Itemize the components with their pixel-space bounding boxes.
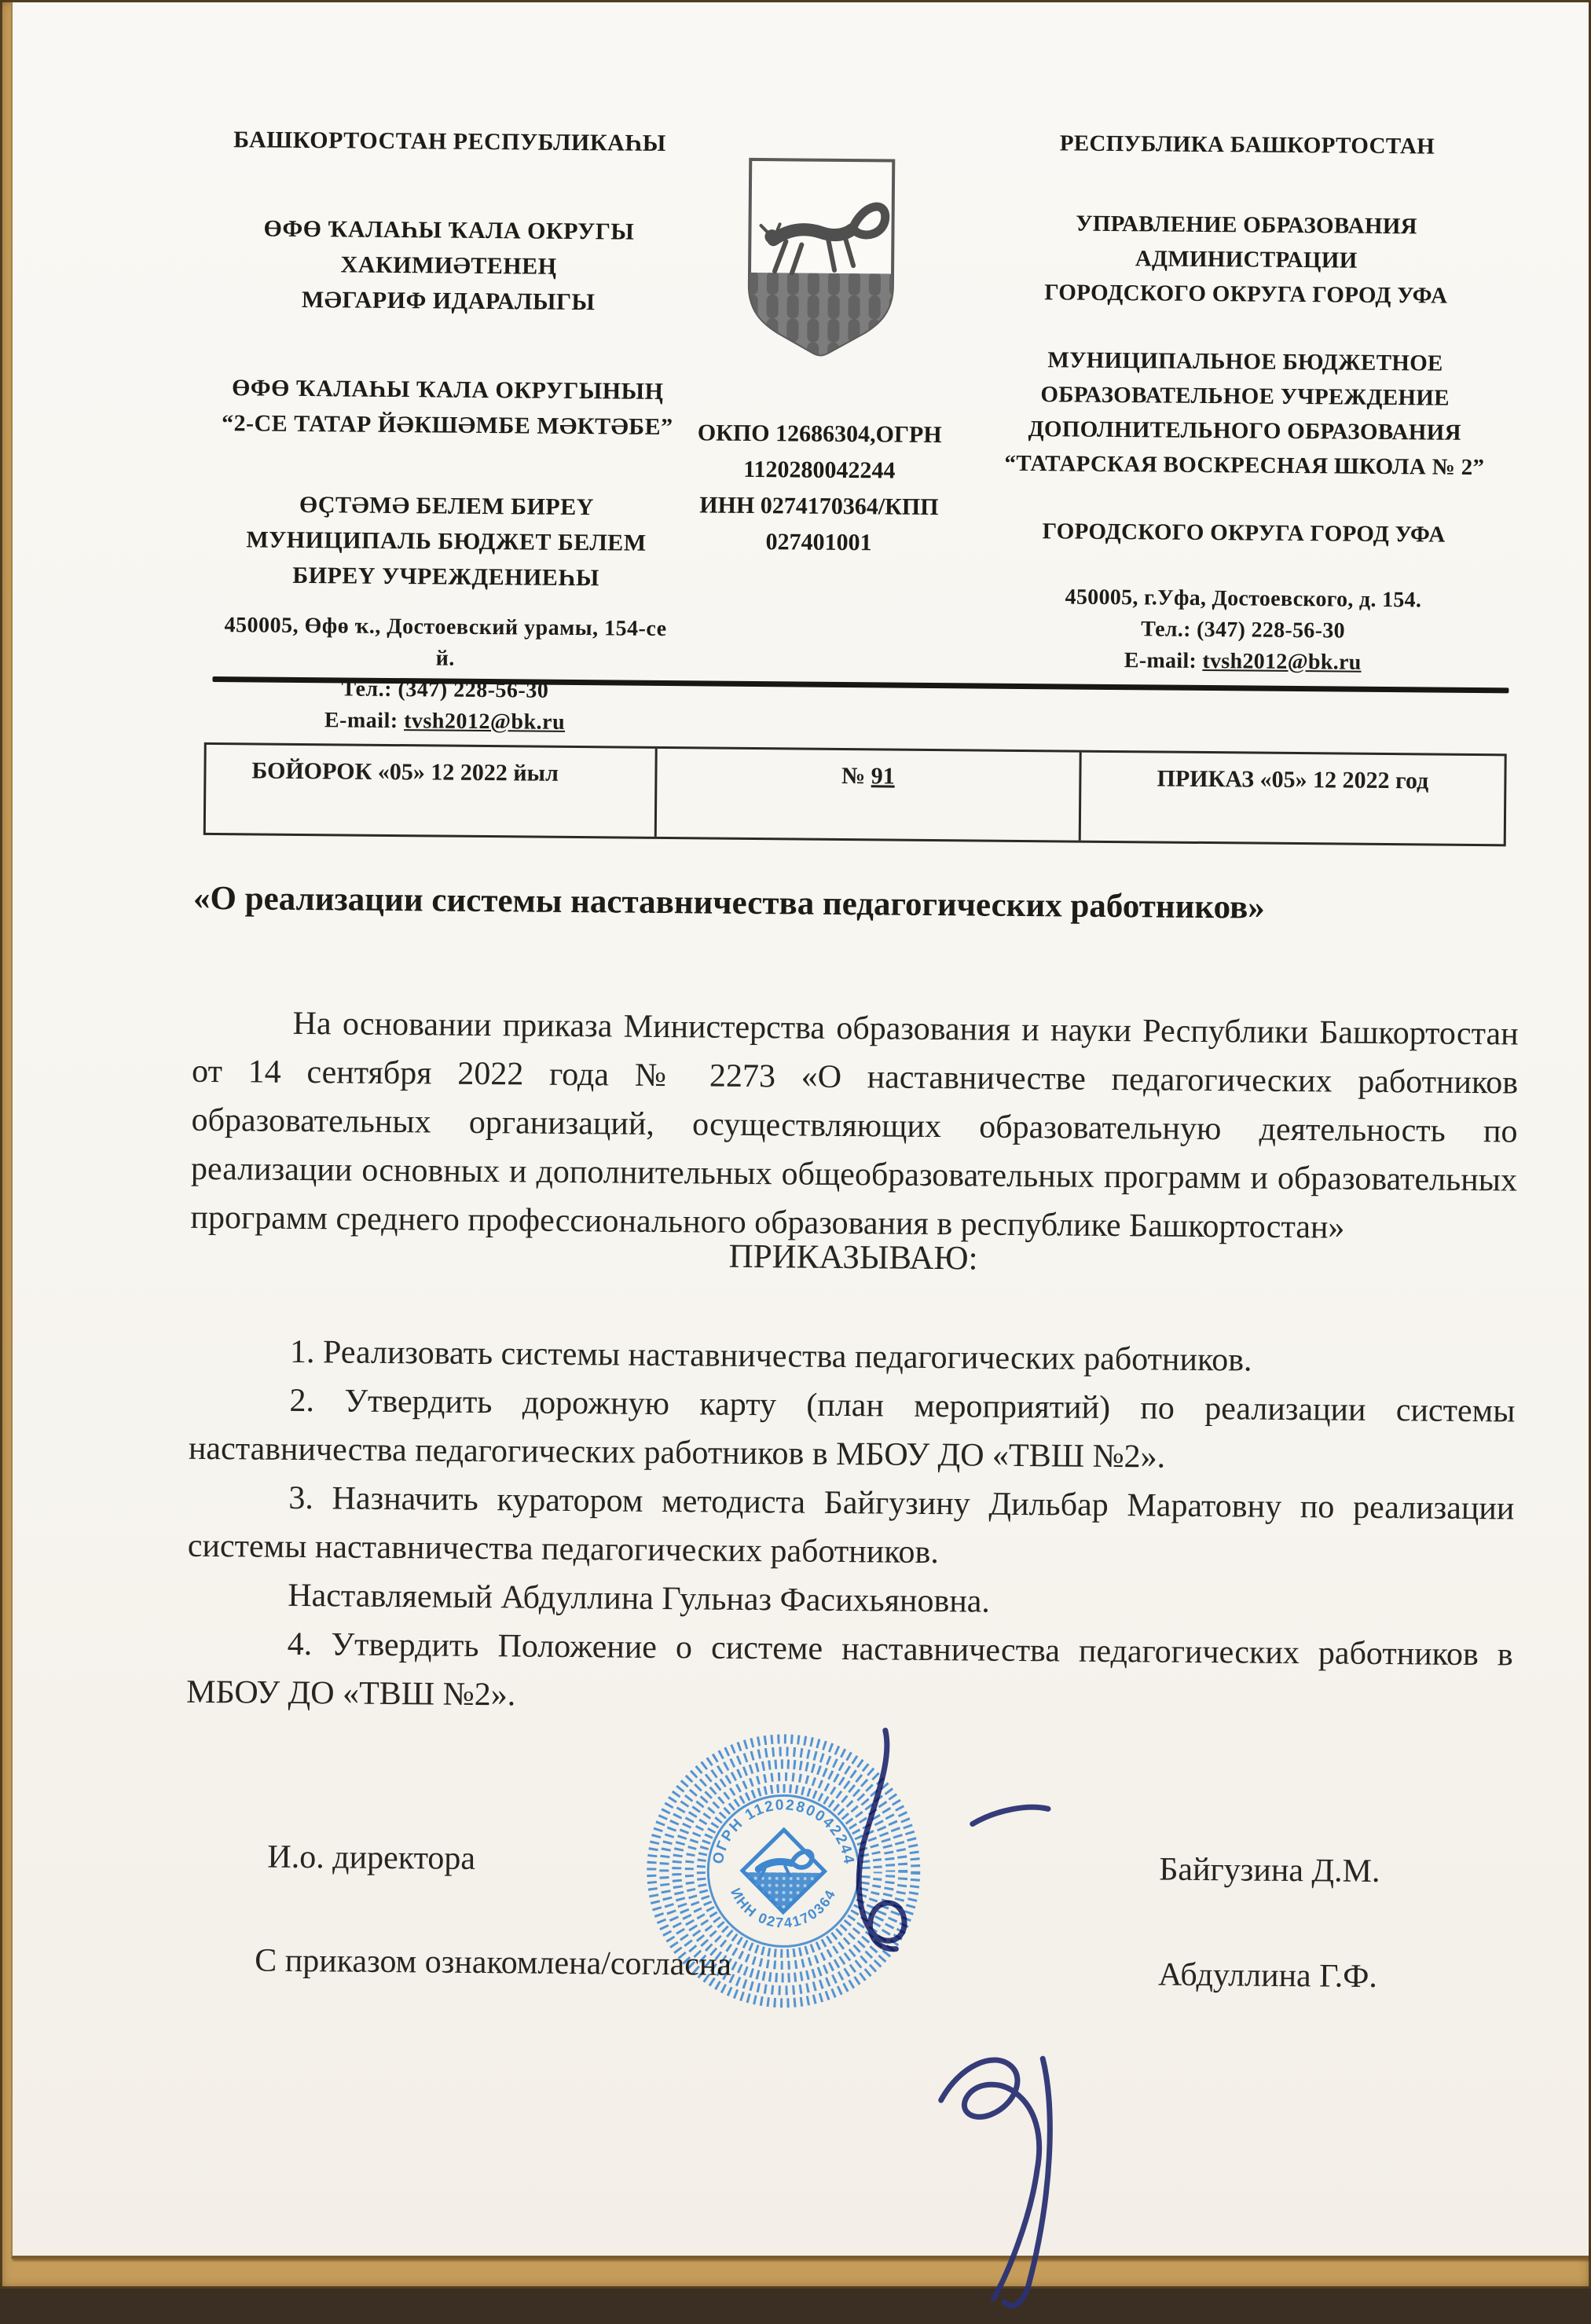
text-line: ОБРАЗОВАТЕЛЬНОЕ УЧРЕЖДЕНИЕ xyxy=(1040,382,1450,411)
email-label: E-mail: xyxy=(1124,648,1197,673)
email-label: E-mail: xyxy=(324,708,398,734)
org-school-bashkir xyxy=(211,370,684,445)
letterhead-right xyxy=(988,126,1503,680)
signature-abdullina xyxy=(939,2058,1050,2306)
text-line: МУНИЦИПАЛЬНОЕ БЮДЖЕТНОЕ xyxy=(1047,347,1443,376)
text-line: й. xyxy=(435,646,455,671)
order-items xyxy=(186,1327,1516,1728)
acknowledger-name: Абдуллина Г.Ф. xyxy=(1157,1956,1378,1995)
text-line: 1. Реализовать системы наставничества педагогических работников. xyxy=(289,1333,1252,1379)
signatory-title: И.о. директора xyxy=(267,1838,476,1877)
text-line: 450005, Өфө ҡ., Достоевский урамы, 154-се xyxy=(224,613,667,642)
document-content xyxy=(0,1,1589,2267)
text-line: МӘГАРИФ ИДАРАЛЫГЫ xyxy=(301,286,596,316)
handwritten-signatures xyxy=(762,1688,1208,2321)
org-department-russian xyxy=(991,206,1502,314)
text-line: Наставляемый Абдуллина Гульназ Фасихьяновна. xyxy=(288,1577,991,1620)
letterhead-center xyxy=(693,152,948,562)
text-line: АДМИНИСТРАЦИИ xyxy=(1135,246,1358,273)
text-line: ӨФӨ ҠАЛАҺЫ ҠАЛА ОКРУГЫНЫҢ xyxy=(231,375,664,405)
text-line: 2. Утвердить дорожную карту (план мероприятий) по реализации системы наставничества педагогических работников в МБОУ ДО «ТВШ №2». xyxy=(188,1382,1516,1475)
text-line: Тел.: (347) 228-56-30 xyxy=(1141,617,1346,643)
text-line: 450005, г.Уфа, Достоевского, д. 154. xyxy=(1065,585,1422,613)
text-line: 4. Утвердить Положение о системе наставничества педагогических работников в МБОУ ДО «ТВШ №2». xyxy=(186,1626,1513,1714)
org-city-russian: ГОРОДСКОГО ОКРУГА ГОРОД УФА xyxy=(1042,519,1446,548)
document-page xyxy=(11,2,1589,2259)
text-line: ӨҪТӘМӘ БЕЛЕМ БИРЕҮ xyxy=(299,491,595,521)
address-lines xyxy=(988,581,1499,649)
order-number-cell xyxy=(654,749,1080,841)
org-institution-bashkir xyxy=(210,486,682,596)
text-line: 1120280042244 xyxy=(743,456,896,484)
org-codes xyxy=(693,415,946,562)
order-preamble: На основании приказа Министерства образования и науки Республики Башкортостан от 14 сентября 2022 года № 2273 «О наставничестве педагогических работников образовательных организаций, осуществляющих образовательную деятельность по реализации основных и дополнительных общеобразовательных программ и образовательных программ среднего профессионального образования в республике Башкортостан» xyxy=(190,1005,1519,1246)
acknowledgement-label: С приказом ознакомлена/согласна xyxy=(255,1942,732,1983)
address-russian xyxy=(988,581,1499,680)
order-title: «О реализации системы наставничества педагогических работников» xyxy=(192,879,1265,926)
text-line: ХАКИМИӘТЕНЕҢ xyxy=(340,251,557,280)
signatory-name: Байгузина Д.М. xyxy=(1159,1851,1380,1890)
text-line: ДОПОЛНИТЕЛЬНОГО ОБРАЗОВАНИЯ xyxy=(1028,416,1461,445)
stamp-ogrn-text: ОГРН 1120280042244 xyxy=(709,1797,858,1867)
email-line xyxy=(988,644,1498,680)
text-line: УПРАВЛЕНИЕ ОБРАЗОВАНИЯ xyxy=(1076,211,1418,240)
org-republic-bashkir: БАШКОРТОСТАН РЕСПУБЛИКАҺЫ xyxy=(233,126,666,156)
email-address: tvsh2012@bk.ru xyxy=(1202,648,1362,675)
address-lines xyxy=(209,610,681,708)
text-line: 027401001 xyxy=(765,529,872,556)
number-sign: № xyxy=(841,762,866,790)
text-line: МУНИЦИПАЛЬ БЮДЖЕТ БЕЛЕМ xyxy=(246,526,647,556)
command-word: ПРИКАЗЫВАЮ: xyxy=(728,1237,978,1277)
text-line: “ТАТАРСКАЯ ВОСКРЕСНАЯ ШКОЛА № 2” xyxy=(1004,450,1485,481)
text-line: “2-СЕ ТАТАР ЙӘКШӘМБЕ МӘКТӘБЕ” xyxy=(221,410,673,441)
text-line: ОКПО 12686304,ОГРН xyxy=(697,420,942,449)
text-line: ИНН 0274170364/КПП xyxy=(699,492,939,521)
order-date-russian: ПРИКАЗ «05» 12 2022 год xyxy=(1079,753,1505,845)
address-bashkir xyxy=(209,610,681,739)
stamp-inn-text: ИНН 0274170364 xyxy=(728,1885,839,1931)
org-republic-russian: РЕСПУБЛИКА БАШКОРТОСТАН xyxy=(1059,130,1435,159)
order-date-bashkir: БОЙОРОК «05» 12 2022 йыл xyxy=(251,757,559,786)
org-institution-russian xyxy=(989,343,1501,486)
ufa-coat-of-arms-icon xyxy=(742,153,900,361)
order-number-bar xyxy=(203,742,1507,846)
org-department-bashkir xyxy=(213,211,685,321)
text-line: ӨФӨ ҠАЛАҺЫ ҠАЛА ОКРУГЫ xyxy=(263,215,635,245)
text-line: Тел.: (347) 228-56-30 xyxy=(341,676,549,703)
text-line: 3. Назначить куратором методиста Байгузину Дильбар Маратовну по реализации системы наставничества педагогических работников. xyxy=(187,1479,1515,1571)
text-line: БИРЕҮ УЧРЕЖДЕНИЕҺЫ xyxy=(292,562,600,592)
text-line: ГОРОДСКОГО ОКРУГА ГОРОД УФА xyxy=(1044,280,1448,309)
email-address: tvsh2012@bk.ru xyxy=(404,709,566,735)
signature-bayguzina xyxy=(858,1730,1048,1950)
order-number: 91 xyxy=(871,763,895,790)
letterhead-left xyxy=(209,122,686,739)
email-line xyxy=(209,704,680,739)
